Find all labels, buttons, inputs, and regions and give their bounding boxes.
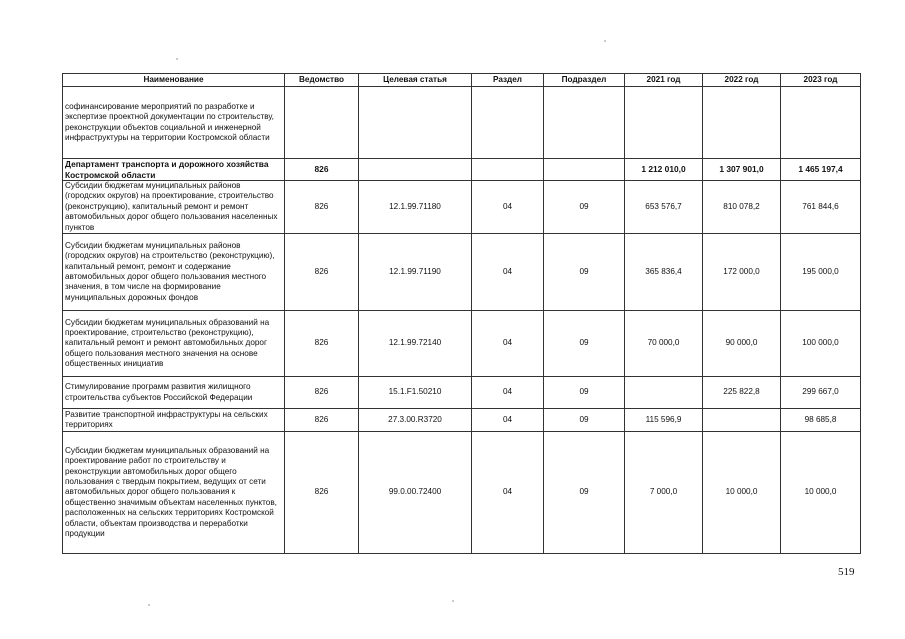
header-2022: 2022 год xyxy=(703,74,781,87)
header-2023: 2023 год xyxy=(781,74,861,87)
row-subsection: 09 xyxy=(544,377,625,409)
table-row xyxy=(63,432,861,554)
table-row xyxy=(63,377,861,409)
header-name: Наименование xyxy=(63,74,285,87)
row-article: 12.1.99.72140 xyxy=(359,311,472,377)
header-dept: Ведомство xyxy=(285,74,359,87)
row-subsection xyxy=(544,87,625,159)
row-dept: 826 xyxy=(285,432,359,554)
row-2021: 1 212 010,0 xyxy=(625,159,703,181)
row-2023: 299 667,0 xyxy=(781,377,861,409)
table-row xyxy=(63,311,861,377)
table-row xyxy=(63,409,861,432)
row-2022: 172 000,0 xyxy=(703,234,781,311)
row-dept: 826 xyxy=(285,234,359,311)
table-row xyxy=(63,159,861,181)
row-2022: 810 078,2 xyxy=(703,181,781,234)
row-dept: 826 xyxy=(285,181,359,234)
row-2023: 761 844,6 xyxy=(781,181,861,234)
row-section xyxy=(472,87,544,159)
row-2021 xyxy=(625,87,703,159)
row-section: 04 xyxy=(472,311,544,377)
row-subsection: 09 xyxy=(544,409,625,432)
row-name: Субсидии бюджетам муниципальных районов (городских округов) на строительство (реконструкцию), капитальный ремонт, ремонт и содержание автомобильных дорог общего пользования местного значения, в том числе на формирование муниципальных дорожных фондов xyxy=(63,234,285,311)
row-2021: 653 576,7 xyxy=(625,181,703,234)
row-2023: 1 465 197,4 xyxy=(781,159,861,181)
row-2023: 100 000,0 xyxy=(781,311,861,377)
row-article: 12.1.99.71180 xyxy=(359,181,472,234)
row-section: 04 xyxy=(472,377,544,409)
row-dept: 826 xyxy=(285,311,359,377)
row-name: Стимулирование программ развития жилищного строительства субъектов Российской Федерации xyxy=(63,377,285,409)
row-2023: 98 685,8 xyxy=(781,409,861,432)
table-row xyxy=(63,234,861,311)
row-2023: 10 000,0 xyxy=(781,432,861,554)
scan-speck xyxy=(148,604,150,606)
row-dept: 826 xyxy=(285,377,359,409)
row-section: 04 xyxy=(472,234,544,311)
row-name: софинансирование мероприятий по разработке и экспертизе проектной документации по строительству, реконструкции объектов социальной и инженерной инфраструктуры на территории Костромской области xyxy=(63,87,285,159)
row-2021: 7 000,0 xyxy=(625,432,703,554)
row-2022: 225 822,8 xyxy=(703,377,781,409)
row-2022: 1 307 901,0 xyxy=(703,159,781,181)
row-2021 xyxy=(625,377,703,409)
row-section xyxy=(472,159,544,181)
row-article: 27.3.00.R3720 xyxy=(359,409,472,432)
row-2023: 195 000,0 xyxy=(781,234,861,311)
row-dept xyxy=(285,87,359,159)
row-name: Субсидии бюджетам муниципальных районов (городских округов) на проектирование, строительство (реконструкцию), капитальный ремонт и ремонт автомобильных дорог общего пользования населенных пунктов xyxy=(63,181,285,234)
row-name: Департамент транспорта и дорожного хозяйства Костромской области xyxy=(63,159,285,181)
header-article: Целевая статья xyxy=(359,74,472,87)
scan-speck xyxy=(604,40,606,42)
row-2021: 365 836,4 xyxy=(625,234,703,311)
row-subsection: 09 xyxy=(544,311,625,377)
row-name: Развитие транспортной инфраструктуры на сельских территориях xyxy=(63,409,285,432)
scan-speck xyxy=(452,600,454,602)
row-section: 04 xyxy=(472,432,544,554)
table-row xyxy=(63,87,861,159)
row-dept: 826 xyxy=(285,159,359,181)
row-subsection: 09 xyxy=(544,432,625,554)
row-article: 15.1.F1.50210 xyxy=(359,377,472,409)
row-2022 xyxy=(703,87,781,159)
row-subsection: 09 xyxy=(544,181,625,234)
row-2022: 10 000,0 xyxy=(703,432,781,554)
header-section: Раздел xyxy=(472,74,544,87)
row-article: 99.0.00.72400 xyxy=(359,432,472,554)
budget-table xyxy=(62,73,861,554)
row-2022: 90 000,0 xyxy=(703,311,781,377)
page-number: 519 xyxy=(838,566,855,578)
row-2021: 115 596,9 xyxy=(625,409,703,432)
row-article: 12.1.99.71190 xyxy=(359,234,472,311)
row-2021: 70 000,0 xyxy=(625,311,703,377)
row-section: 04 xyxy=(472,409,544,432)
row-article xyxy=(359,87,472,159)
header-2021: 2021 год xyxy=(625,74,703,87)
row-2022 xyxy=(703,409,781,432)
header-subsection: Подраздел xyxy=(544,74,625,87)
row-dept: 826 xyxy=(285,409,359,432)
row-article xyxy=(359,159,472,181)
row-section: 04 xyxy=(472,181,544,234)
budget-table-container xyxy=(62,73,861,554)
row-2023 xyxy=(781,87,861,159)
row-subsection: 09 xyxy=(544,234,625,311)
row-name: Субсидии бюджетам муниципальных образований на проектирование работ по строительству и реконструкции автомобильных дорог общего пользования с твердым покрытием, ведущих от сети автомобильных дорог общего пользования к общественно значимым объектам населенных пунктов, расположенных на сельских территориях Костромской области, объектам производства и переработки продукции xyxy=(63,432,285,554)
scan-speck xyxy=(176,58,178,60)
row-name: Субсидии бюджетам муниципальных образований на проектирование, строительство (реконструкцию), капитальный ремонт и ремонт автомобильных дорог общего пользования местного значения на основе общественных инициатив xyxy=(63,311,285,377)
row-subsection xyxy=(544,159,625,181)
table-row xyxy=(63,181,861,234)
table-header-row xyxy=(63,74,861,87)
